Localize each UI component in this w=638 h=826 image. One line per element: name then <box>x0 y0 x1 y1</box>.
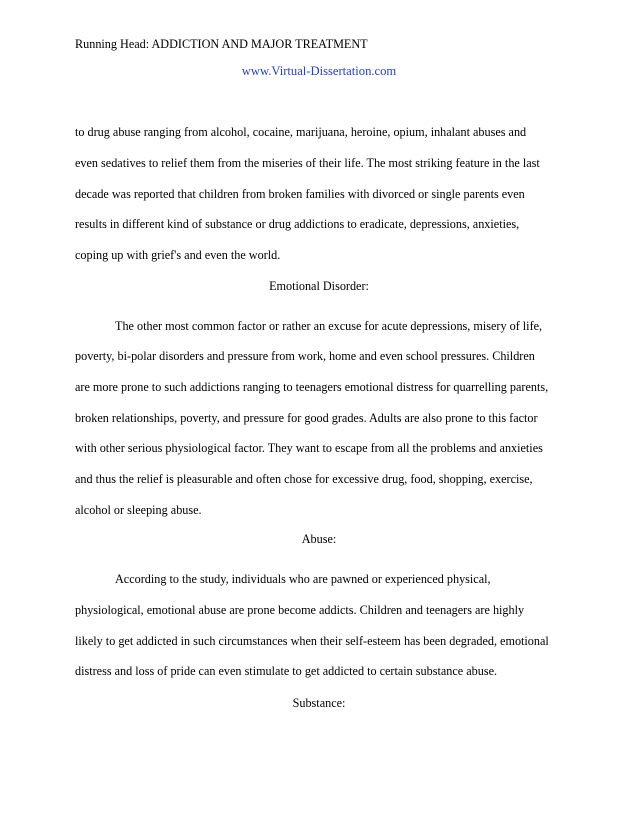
paragraph-2-line-6: and thus the relief is pleasurable and often chose for excessive drug, food, shopping, exercise, <box>75 472 533 486</box>
paragraph-2-line-2: poverty, bi-polar disorders and pressure from work, home and even school pressures. Children <box>75 349 535 363</box>
paragraph-3-line-2: physiological, emotional abuse are prone become addicts. Children and teenagers are highly <box>75 603 525 617</box>
paragraph-2-line-3: are more prone to such addictions ranging to teenagers emotional distress for quarrelling parents, <box>75 380 549 394</box>
paragraph-2-line-7: alcohol or sleeping abuse. <box>75 503 202 517</box>
paragraph-1-line-1: to drug abuse ranging from alcohol, cocaine, marijuana, heroine, opium, inhalant abuses and <box>75 125 527 139</box>
paragraph-3-line-3: likely to get addicted in such circumstances when their self-esteem has been degraded, emotional <box>75 634 549 648</box>
paragraph-2-line-1: The other most common factor or rather an excuse for acute depressions, misery of life, <box>115 319 543 333</box>
paragraph-1-line-2: even sedatives to relief them from the miseries of their life. The most striking feature in the last <box>75 156 540 170</box>
section-heading-emotional-disorder: Emotional Disorder: <box>269 279 369 293</box>
website-link[interactable]: www.Virtual-Dissertation.com <box>241 64 397 78</box>
paragraph-3-line-4: distress and loss of pride can even stimulate to get addicted to certain substance abuse. <box>75 664 498 678</box>
paragraph-1-line-3: decade was reported that children from broken families with divorced or single parents even <box>75 187 525 201</box>
section-heading-substance: Substance: <box>292 696 346 710</box>
running-head: Running Head: ADDICTION AND MAJOR TREATMENT <box>75 37 368 51</box>
paragraph-3-line-1: According to the study, individuals who are pawned or experienced physical, <box>115 572 491 586</box>
section-heading-abuse: Abuse: <box>301 532 337 546</box>
paragraph-2-line-4: broken relationships, poverty, and pressure for good grades. Adults are also prone to this factor <box>75 411 538 425</box>
paragraph-1-line-5: coping up with grief's and even the world. <box>75 248 281 262</box>
paragraph-2-line-5: with other serious physiological factor. They want to escape from all the problems and anxieties <box>75 441 543 455</box>
paragraph-1-line-4: results in different kind of substance or drug addictions to eradicate, depressions, anxieties, <box>75 217 520 231</box>
